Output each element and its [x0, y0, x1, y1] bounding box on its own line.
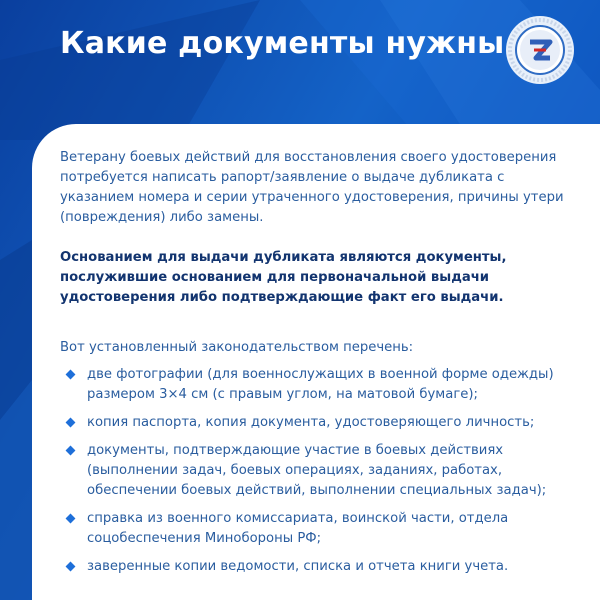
list-item-text: документы, подтверждающие участие в боевых действиях (выполнении задач, боевых операциях, заданиях, работах, обеспечении боевых действий, выполнении специальных задач); [87, 443, 547, 498]
list-item [60, 441, 580, 501]
list-item [60, 365, 580, 405]
list-intro: Вот установленный законодательством перечень: [60, 340, 414, 355]
diamond-bullet-icon [66, 514, 76, 524]
list-item-text: заверенные копии ведомости, списка и отчета книги учета. [87, 559, 509, 574]
list-item-text: копия паспорта, копия документа, удостоверяющего личность; [87, 415, 535, 430]
diamond-bullet-icon [66, 370, 76, 380]
list-item [60, 557, 580, 577]
document-list [60, 365, 580, 577]
list-item-text: две фотографии (для военнослужащих в военной форме одежды) размером 3×4 см (с правым углом, на матовой бумаге); [87, 367, 554, 402]
page-title: Какие документы нужны [60, 26, 505, 61]
basis-paragraph: Основанием для выдачи дубликата являются документы, послужившие основанием для первоначальной выдачи удостоверения либо подтверждающие факт его выдачи. [60, 250, 507, 305]
diamond-bullet-icon [66, 418, 76, 428]
list-item-text: справка из военного комиссариата, воинской части, отдела соцобеспечения Минобороны РФ; [87, 511, 509, 546]
intro-paragraph: Ветерану боевых действий для восстановления своего удостоверения потребуется написать рапорт/заявление о выдаче дубликата с указанием номера и серии утраченного удостоверения, причины утери (повреждения) либо замены. [60, 150, 564, 225]
content [60, 148, 580, 585]
badge-emblem-icon [504, 14, 576, 86]
list-item [60, 509, 580, 549]
diamond-bullet-icon [66, 446, 76, 456]
diamond-bullet-icon [66, 562, 76, 572]
list-item [60, 413, 580, 433]
